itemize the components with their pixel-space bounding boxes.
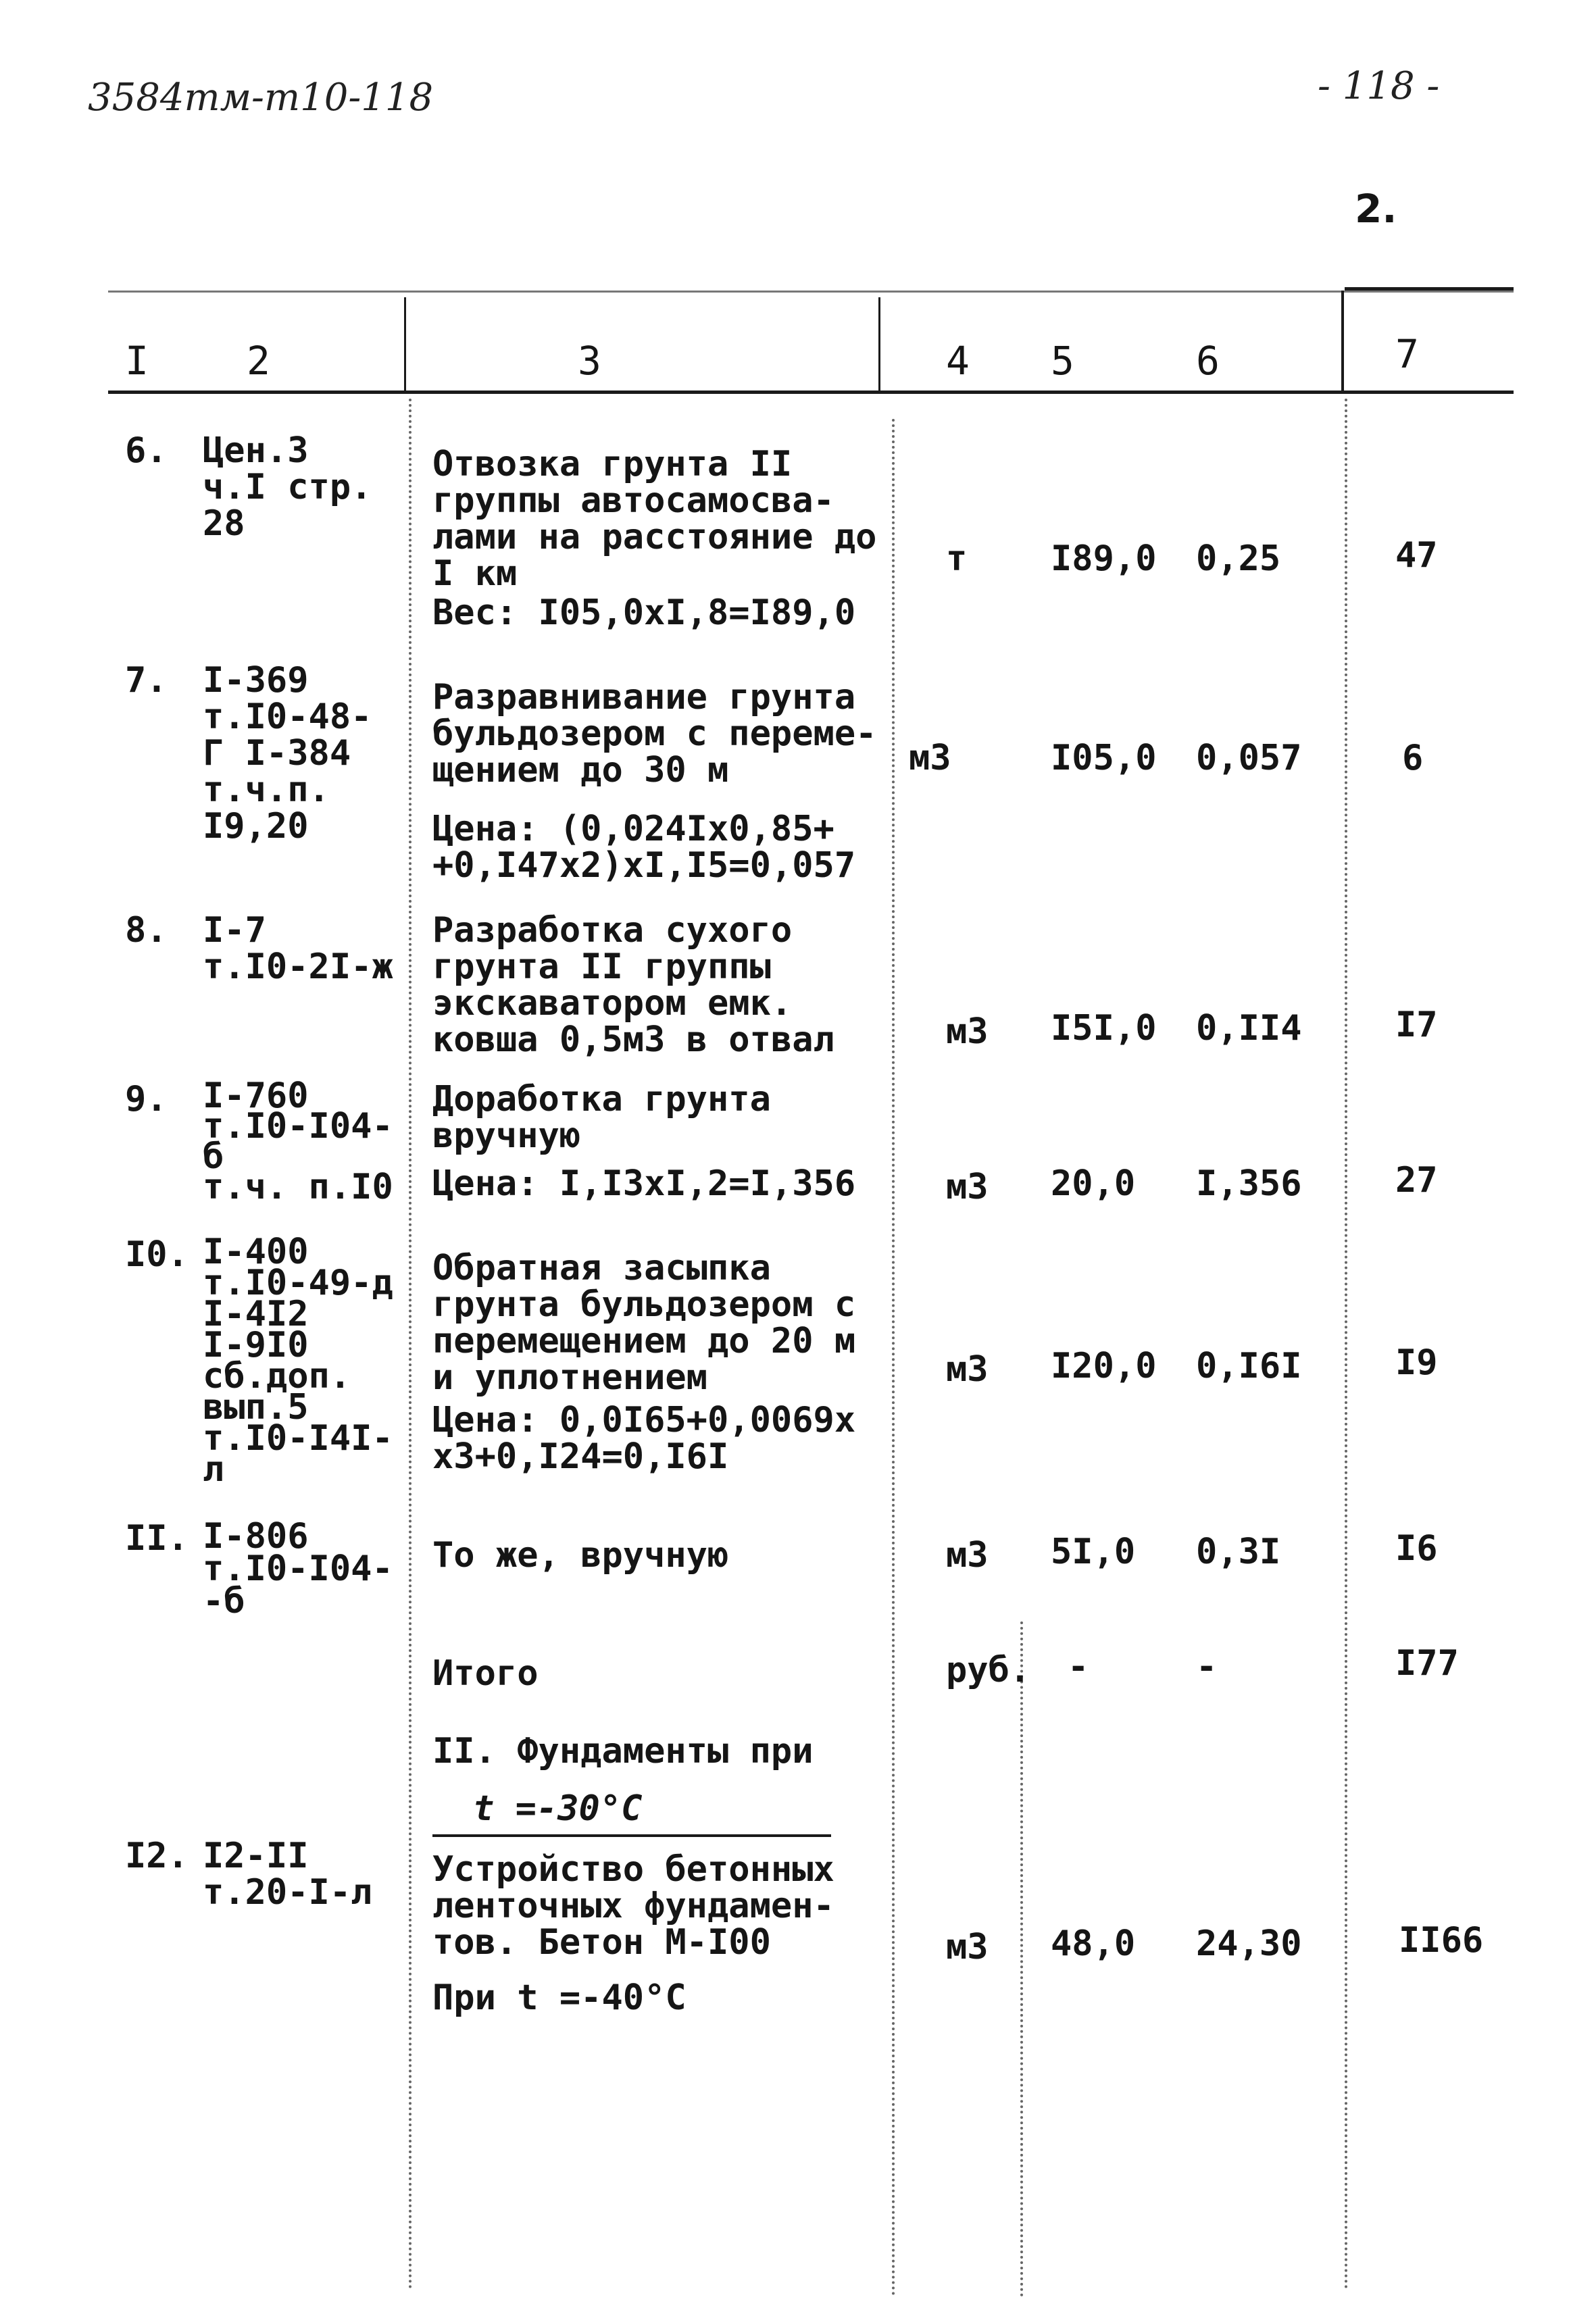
row-price: 24,30 (1196, 1923, 1302, 1964)
column-header-7: 7 (1395, 331, 1419, 377)
total-sum: I77 (1395, 1643, 1459, 1684)
row-number: 8. (125, 910, 168, 951)
column-header-3: 3 (578, 338, 601, 384)
row-price: 0,057 (1196, 738, 1302, 778)
section-heading: II. Фундаменты при (432, 1731, 814, 1771)
row-unit: м3 (946, 1927, 989, 1967)
row-calculation: При t =-40°C (432, 1978, 687, 2018)
table-top-rule-right (1345, 287, 1514, 291)
row-total: I9 (1395, 1342, 1438, 1383)
row-price: 0,II4 (1196, 1008, 1302, 1049)
total-unit: руб. (946, 1650, 1031, 1690)
column-guide (409, 399, 412, 2290)
column-guide (1345, 399, 1347, 2290)
row-reference: Цен.3 ч.I стр. 28 (203, 430, 372, 544)
column-header-1: I (125, 338, 149, 384)
section-underline (432, 1834, 831, 1837)
column-header-2: 2 (247, 338, 270, 384)
column-header-6: 6 (1196, 338, 1220, 384)
column-divider-6-7 (1341, 291, 1344, 392)
row-description: Разравнивание грунта бульдозером с переме- щением до 30 м (432, 677, 877, 790)
row-description: Устройство бетонных ленточных фундамен- тов. Бетон М-I00 (432, 1849, 834, 1963)
row-unit: м3 (946, 1349, 989, 1390)
document-code-handwritten: 3584тм-т10-118 (88, 76, 434, 120)
row-number: II. (125, 1518, 189, 1559)
row-price: 0,I6I (1196, 1346, 1302, 1386)
row-description: То же, вручную (432, 1535, 729, 1576)
table-top-rule (108, 291, 1514, 293)
row-quantity: I89,0 (1051, 538, 1157, 579)
row-price: I,356 (1196, 1163, 1302, 1204)
row-unit: м3 (946, 1535, 989, 1576)
column-header-5: 5 (1051, 338, 1074, 384)
row-calculation: Цена: I,I3хI,2=I,356 (432, 1163, 856, 1204)
row-number: I2. (125, 1836, 189, 1876)
row-calculation: Цена: (0,024Iх0,85+ +0,I47х2)хI,I5=0,057 (432, 809, 856, 886)
column-header-4: 4 (946, 338, 970, 384)
row-number: 7. (125, 660, 168, 701)
row-description: Доработка грунта вручную (432, 1079, 771, 1156)
row-quantity: I05,0 (1051, 738, 1157, 778)
column-divider-2-3 (404, 297, 406, 392)
row-description: Разработка сухого грунта II группы экскаватором емк. ковша 0,5м3 в отвал (432, 910, 834, 1060)
row-quantity: I5I,0 (1051, 1008, 1157, 1049)
row-total: II66 (1399, 1920, 1484, 1961)
row-total: I7 (1395, 1005, 1438, 1045)
row-reference: I-369 т.I0-48- Г I-384 т.ч.п. I9,20 (203, 660, 372, 847)
row-price: 0,3I (1196, 1532, 1281, 1572)
row-calculation: Цена: 0,0I65+0,0069х х3+0,I24=0,I6I (432, 1400, 856, 1477)
row-reference: I2-II т.20-I-л (203, 1836, 372, 1913)
row-reference: I-760 т.I0-I04- б т.ч. п.I0 (203, 1076, 393, 1207)
row-total: 6 (1402, 738, 1424, 778)
row-reference: I-806 т.I0-I04- -б (203, 1516, 393, 1621)
total-price: - (1196, 1646, 1218, 1687)
row-total: 27 (1395, 1160, 1438, 1201)
row-quantity: 48,0 (1051, 1923, 1136, 1964)
row-reference: I-7 т.I0-2I-ж (203, 910, 393, 987)
row-unit: м3 (909, 738, 951, 778)
page-number-handwritten: - 118 - (1318, 64, 1440, 108)
row-price: 0,25 (1196, 538, 1281, 579)
row-number: 6. (125, 430, 168, 471)
header-bottom-rule (108, 391, 1514, 394)
total-quantity: - (1068, 1646, 1089, 1687)
section-temperature: t =-30°C (473, 1788, 643, 1829)
row-quantity: 20,0 (1051, 1163, 1136, 1204)
row-description: Отвозка грунта II группы автосамосва- лами на расстояние до I км (432, 444, 877, 594)
row-total: 47 (1395, 535, 1438, 576)
row-total: I6 (1395, 1528, 1438, 1569)
column-divider-3-4 (878, 297, 880, 392)
row-unit: м3 (946, 1011, 989, 1052)
column-guide (892, 419, 895, 2297)
total-label: Итого (432, 1653, 539, 1694)
row-number: 9. (125, 1079, 168, 1120)
row-quantity: I20,0 (1051, 1346, 1157, 1386)
row-unit: м3 (946, 1167, 989, 1207)
row-description: Обратная засыпка грунта бульдозером с перемещением до 20 м и уплотнением (432, 1248, 856, 1398)
row-calculation: Вес: I05,0хI,8=I89,0 (432, 593, 856, 633)
row-number: I0. (125, 1234, 189, 1275)
column-guide (1020, 1621, 1023, 2297)
row-unit: т (946, 538, 968, 579)
page-number: 2. (1355, 186, 1397, 232)
row-reference: I-400 т.I0-49-д I-4I2 I-9I0 сб.доп. вып.5 т.I0-I4I- л (203, 1232, 393, 1490)
row-quantity: 5I,0 (1051, 1532, 1136, 1572)
